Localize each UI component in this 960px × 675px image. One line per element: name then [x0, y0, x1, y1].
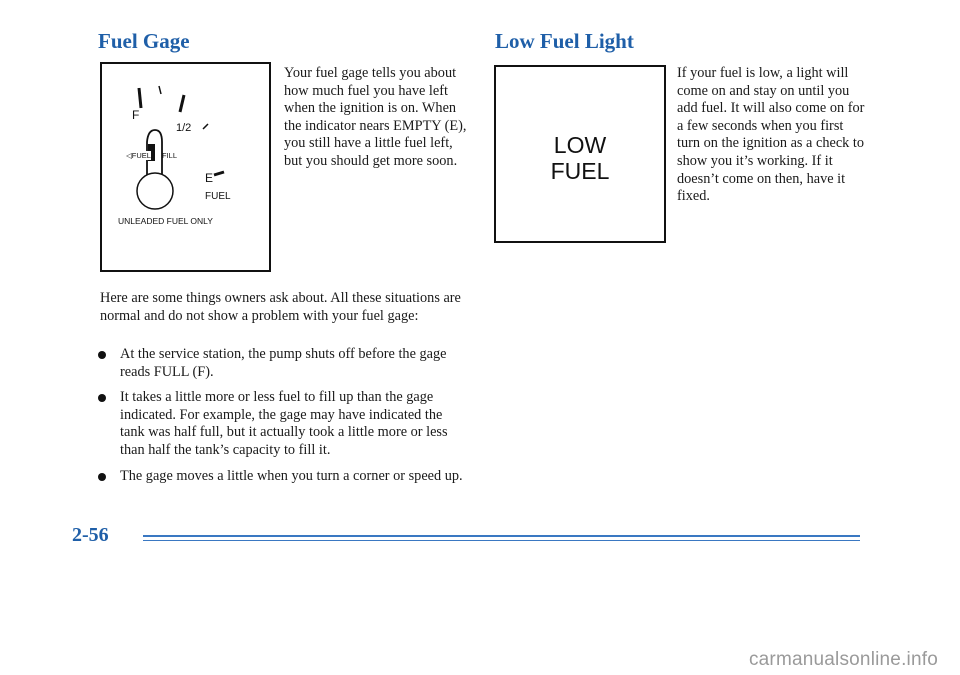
gauge-needle-icon	[102, 64, 269, 270]
list-item	[96, 346, 468, 381]
gauge-fuel-label: FUEL	[205, 191, 231, 202]
bullet-text: It takes a little more or less fuel to fill up than the gage indicated. For example, the gage may have indicated the tank was half full, but it actually took a little more or less than half the tank’s capacity to fill it.	[120, 389, 448, 458]
bullet-text: At the service station, the pump shuts off before the gage reads FULL (F).	[120, 346, 447, 380]
fuel-gage-bullet-list	[96, 346, 468, 493]
list-item	[96, 389, 468, 459]
bullet-text: The gage moves a little when you turn a corner or speed up.	[120, 467, 463, 484]
low-fuel-light-description: If your fuel is low, a light will come on and stay on until you add fuel. It will also come on for a few seconds when you first turn on the ignition as a check to show you it’s working. If it doesn’t come on then, have it fixed.	[677, 65, 865, 205]
low-fuel-line-1: LOW	[553, 132, 607, 158]
watermark: carmanualsonline.info	[748, 649, 938, 670]
list-item	[96, 468, 468, 486]
bullet-dot-icon	[98, 473, 106, 481]
fuel-gage-faq-intro: Here are some things owners ask about. All these situations are normal and do not show a problem with your fuel gage:	[100, 290, 461, 324]
gauge-full-mark: F	[132, 108, 140, 122]
low-fuel-line-2: FUEL	[550, 158, 610, 184]
footer-rule-top	[143, 535, 860, 537]
fuel-gage-heading: Fuel Gage	[98, 29, 190, 53]
low-fuel-indicator-figure	[494, 65, 666, 243]
footer-rule-bottom	[143, 540, 860, 541]
gauge-empty-mark: E	[205, 171, 214, 185]
fuel-door-side-label-left: ◁FUEL	[126, 151, 151, 160]
bullet-dot-icon	[98, 351, 106, 359]
bullet-dot-icon	[98, 394, 106, 402]
gauge-half-mark: 1/2	[176, 122, 192, 134]
fuel-gage-figure	[100, 62, 271, 272]
unleaded-fuel-note: UNLEADED FUEL ONLY	[118, 216, 213, 226]
fuel-gage-intro: Your fuel gage tells you about how much fuel you have left when the ignition is on. When the indicator nears EMPTY (E), you still have a little fuel left, but you should get more soon.	[284, 65, 467, 169]
fuel-door-side-label-right: FILL	[162, 151, 178, 160]
low-fuel-light-heading: Low Fuel Light	[495, 29, 634, 53]
page-number: 2-56	[72, 524, 109, 546]
